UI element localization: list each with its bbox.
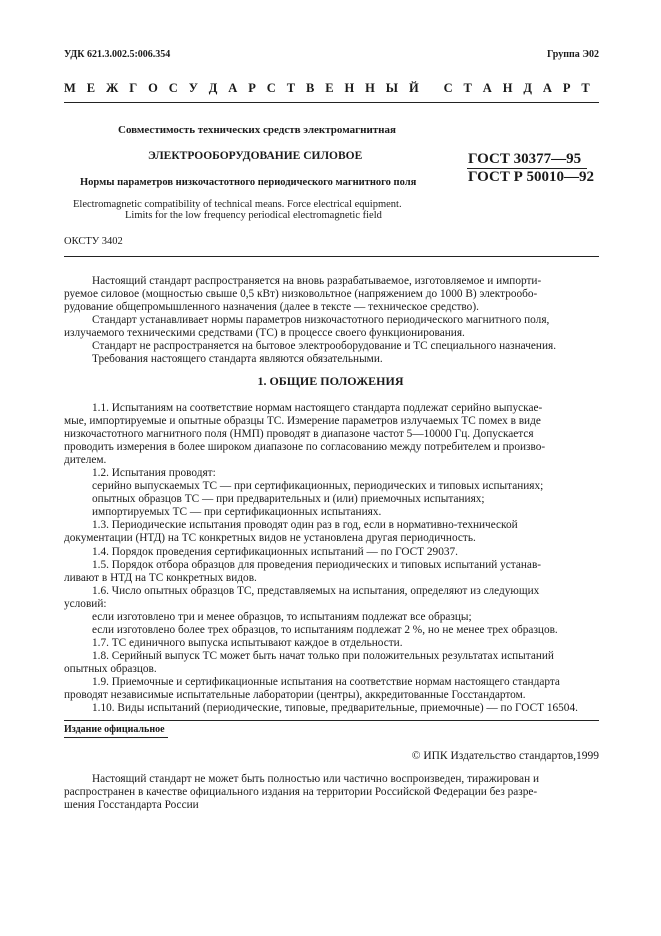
heading-letter: Н xyxy=(344,81,355,95)
heading-gap xyxy=(430,81,433,96)
heading-letter: Е xyxy=(325,81,334,95)
section-line: если изготовлено более трех образцов, то испытаниям подлежат 2 %, но не менее трех образцов. xyxy=(92,623,558,636)
gost-code-primary: ГОСТ 30377—95 xyxy=(468,151,582,167)
udk-code: УДК 621.3.002.5:006.354 xyxy=(64,49,171,60)
section-line: условий: xyxy=(64,597,107,610)
copyright: © ИПК Издательство стандартов,1999 xyxy=(411,750,599,762)
section-line: 1.10. Виды испытаний (периодические, типовые, предварительные, приемочные) — по ГОСТ 16504. xyxy=(92,702,578,715)
section-line: низкочастотного магнитного поля (НМП) проводят в диапазоне частот 5—10000 Гц. Допускается xyxy=(64,428,534,441)
english-title-line2: Limits for the low frequency periodical electromagnetic field xyxy=(125,210,382,221)
interstate-standard-heading xyxy=(64,81,590,96)
heading-letter: В xyxy=(305,81,315,95)
heading-letter: Д xyxy=(208,81,218,95)
heading-letter: Т xyxy=(286,81,296,95)
heading-letter: Р xyxy=(562,81,571,95)
heading-letter: Д xyxy=(523,81,532,95)
intro-text xyxy=(64,275,599,366)
gost-code-secondary: ГОСТ Р 50010—92 xyxy=(468,169,595,185)
intro-line: Стандарт не распространяется на бытовое электрооборудование и ТС специального назначения. xyxy=(92,340,557,353)
heading-letter: Г xyxy=(129,81,138,95)
heading-letter: О xyxy=(148,81,158,95)
english-title-line1: Electromagnetic compatibility of technical means. Force electrical equipment. xyxy=(73,199,402,210)
heading-letter: Й xyxy=(408,81,419,95)
section-line: 1.7. ТС единичного выпуска испытывают каждое в отдельности. xyxy=(92,636,403,649)
intro-line: Требования настоящего стандарта являются обязательными. xyxy=(92,353,383,366)
notice-line: Настоящий стандарт не может быть полностью или частично воспроизведен, тиражирован и xyxy=(92,773,539,785)
section-line: 1.5. Порядок отбора образцов для проведения периодических и типовых испытаний устанав- xyxy=(92,558,542,571)
title-line-norms: Нормы параметров низкочастотного периодического магнитного поля xyxy=(80,177,417,188)
section-line: опытных образцов ТС — при предварительных и (или) приемочных испытаниях; xyxy=(92,493,485,506)
section-line: серийно выпускаемых ТС — при сертификационных, периодических и типовых испытаниях; xyxy=(92,480,544,493)
section-line: проводить измерения в более широком диапазоне по согласованию между потребителем и произво- xyxy=(64,441,546,454)
okstu-code: ОКСТУ 3402 xyxy=(64,236,123,247)
heading-letter: Т xyxy=(463,81,472,95)
reproduction-notice xyxy=(64,773,599,812)
section-line: импортируемых ТС — при сертификационных испытаниях. xyxy=(92,506,382,519)
heading-letter: Н xyxy=(365,81,375,95)
heading-letter: Ж xyxy=(105,81,119,95)
section-heading: 1. ОБЩИЕ ПОЛОЖЕНИЯ xyxy=(257,374,404,388)
section-line: 1.8. Серийный выпуск ТС может быть начат только при положительных результатах испытаний xyxy=(92,649,554,662)
section-line: 1.2. Испытания проводят: xyxy=(92,467,216,480)
section-line: 1.9. Приемочные и сертификационные испытания на соответствие нормам настоящего стандарта xyxy=(92,675,560,688)
official-edition-label: Издание официальное xyxy=(64,724,165,735)
section-line: ливают в НТД на ТС конкретных видов. xyxy=(64,571,257,584)
section-line: 1.1. Испытаниям на соответствие нормам настоящего стандарта подлежат серийно выпускае- xyxy=(92,402,543,414)
notice-line: шения Госстандарта России xyxy=(64,799,199,812)
intro-line: руемое силовое (мощностью свыше 0,5 кВт) низковольтное (напряжением до 1000 В) электрообо- xyxy=(64,288,538,301)
intro-line: рудование общепромышленного назначения (далее в тексте — техническое средство). xyxy=(64,301,479,314)
heading-letter: Н xyxy=(502,81,513,95)
heading-letter: А xyxy=(542,81,552,95)
section-line: дителем. xyxy=(64,454,107,467)
section-line: 1.3. Периодические испытания проводят один раз в год, если в нормативно-технической xyxy=(92,519,518,532)
heading-letter: Р xyxy=(248,81,256,95)
intro-line: Настоящий стандарт распространяется на вновь разрабатываемое, изготовляемое и импорти- xyxy=(92,275,542,287)
section-line: опытных образцов. xyxy=(64,662,157,675)
title-rule xyxy=(64,256,599,257)
title-line-compatibility: Совместимость технических средств электромагнитная xyxy=(118,124,396,136)
heading-letter: С xyxy=(168,81,178,95)
intro-line: Стандарт устанавливает нормы параметров низкочастотного периодического магнитного поля, xyxy=(92,314,550,327)
section-body xyxy=(64,402,599,715)
notice-line: распространен в качестве официального издания на территории Российской Федерации без разре- xyxy=(64,786,538,799)
section-line: 1.4. Порядок проведения сертификационных испытаний — по ГОСТ 29037. xyxy=(92,545,458,558)
heading-letter: С xyxy=(266,81,276,95)
heading-letter: Е xyxy=(86,81,96,95)
heading-letter: М xyxy=(64,81,76,95)
section-line: мые, импортируемые и опытные образцы ТС. Измерение параметров излучаемых ТС помех в виде xyxy=(64,415,541,428)
section-line: документации (НТД) на ТС конкретных видов не установлена другая периодичность. xyxy=(64,532,476,545)
title-line-equipment: ЭЛЕКТРООБОРУДОВАНИЕ СИЛОВОЕ xyxy=(148,150,363,162)
heading-letter: У xyxy=(188,81,198,95)
heading-letter: А xyxy=(228,81,238,95)
group-code: Группа Э02 xyxy=(547,49,599,60)
heading-letter: Ы xyxy=(385,81,399,95)
heading-letter: С xyxy=(443,81,453,95)
official-edition-underline xyxy=(64,737,168,738)
body-rule xyxy=(64,720,599,721)
section-line: проводят независимые испытательные лаборатории (центры), аккредитованные Госстандартом. xyxy=(64,689,526,702)
heading-letter: Т xyxy=(581,81,590,95)
intro-line: излучаемого техническими средствами (ТС) в процессе своего функционирования. xyxy=(64,327,465,340)
section-line: если изготовлено три и менее образцов, то испытаниям подлежат все образцы; xyxy=(92,610,472,623)
section-line: 1.6. Число опытных образцов ТС, представляемых на испытания, определяют из следующих xyxy=(92,584,540,597)
heading-letter: А xyxy=(482,81,492,95)
top-rule xyxy=(64,102,599,103)
